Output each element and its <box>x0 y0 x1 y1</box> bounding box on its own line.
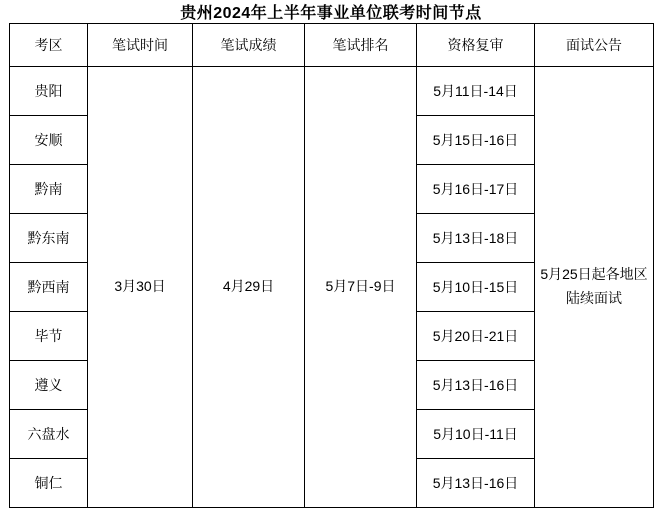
table-header-row <box>10 24 654 67</box>
score-release-date-cell: 4月29日 <box>193 67 305 508</box>
column-header-score: 笔试成绩 <box>193 24 305 67</box>
region-cell: 黔南 <box>10 165 88 214</box>
column-header-interview-announcement: 面试公告 <box>535 24 654 67</box>
region-cell: 毕节 <box>10 312 88 361</box>
table-body <box>10 67 654 508</box>
region-cell: 铜仁 <box>10 459 88 508</box>
region-cell: 黔西南 <box>10 263 88 312</box>
qualification-review-cell: 5月15日-16日 <box>417 116 535 165</box>
column-header-written-exam: 笔试时间 <box>88 24 193 67</box>
qualification-review-cell: 5月10日-11日 <box>417 410 535 459</box>
ranking-date-cell: 5月7日-9日 <box>305 67 417 508</box>
table-header <box>10 24 654 67</box>
region-cell: 遵义 <box>10 361 88 410</box>
page-title: 贵州2024年上半年事业单位联考时间节点 <box>180 5 482 22</box>
exam-schedule-table <box>9 23 654 508</box>
region-cell: 黔东南 <box>10 214 88 263</box>
column-header-region: 考区 <box>10 24 88 67</box>
written-exam-date-cell: 3月30日 <box>88 67 193 508</box>
qualification-review-cell: 5月13日-16日 <box>417 361 535 410</box>
interview-announcement-cell: 5月25日起各地区陆续面试 <box>535 67 654 508</box>
qualification-review-cell: 5月16日-17日 <box>417 165 535 214</box>
column-header-rank: 笔试排名 <box>305 24 417 67</box>
region-cell: 贵阳 <box>10 67 88 116</box>
table-row <box>10 67 654 116</box>
column-header-qualification-review: 资格复审 <box>417 24 535 67</box>
qualification-review-cell: 5月13日-18日 <box>417 214 535 263</box>
qualification-review-cell: 5月20日-21日 <box>417 312 535 361</box>
qualification-review-cell: 5月13日-16日 <box>417 459 535 508</box>
qualification-review-cell: 5月11日-14日 <box>417 67 535 116</box>
region-cell: 六盘水 <box>10 410 88 459</box>
region-cell: 安顺 <box>10 116 88 165</box>
qualification-review-cell: 5月10日-15日 <box>417 263 535 312</box>
